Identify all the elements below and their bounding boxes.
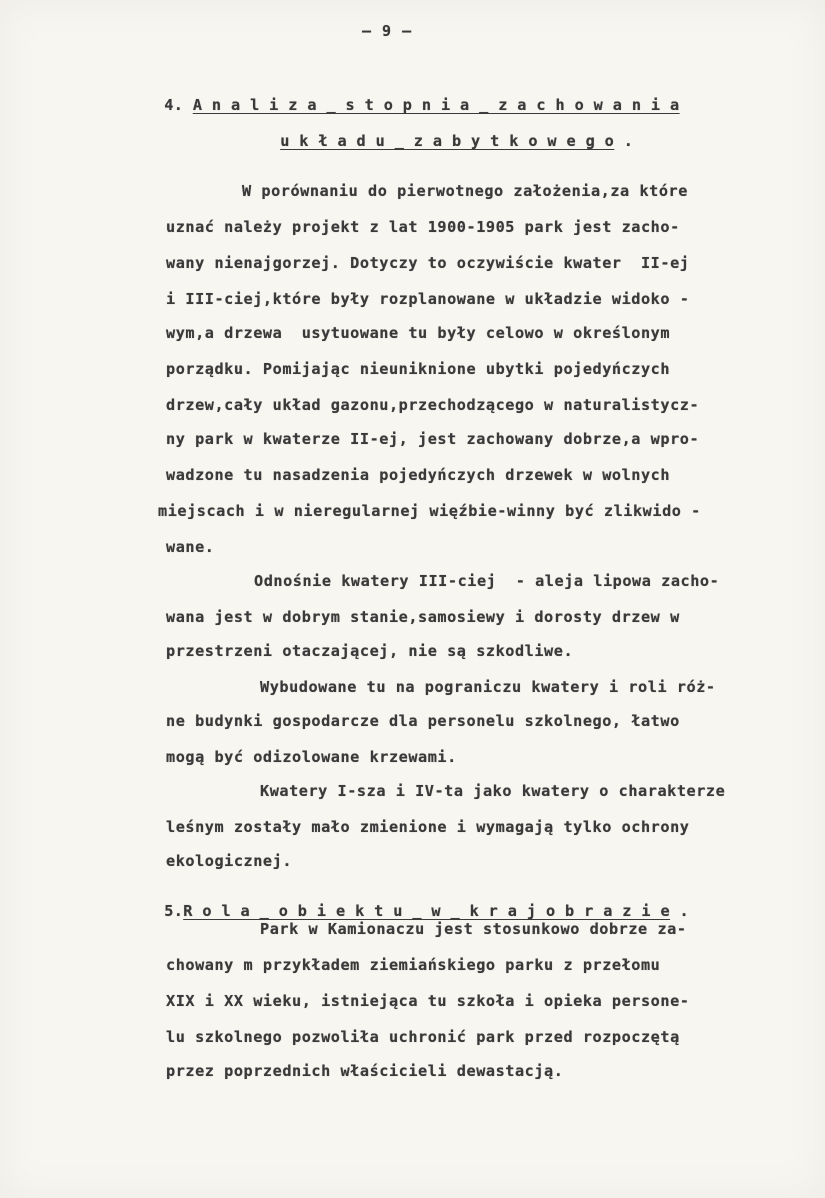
paragraph-line: Kwatery I-sza i IV-ta jako kwatery o charakterze xyxy=(260,782,726,800)
paragraph-line: wana jest w dobrym stanie,samosiewy i dorosty drzew w xyxy=(166,608,680,626)
section-5-title-end: . xyxy=(670,902,690,920)
paragraph-line: wym,a drzewa usytuowane tu były celowo w określonym xyxy=(166,324,671,342)
paragraph-line: ny park w kwaterze II-ej, jest zachowany dobrze,a wpro- xyxy=(166,430,700,448)
paragraph-line: Odnośnie kwatery III-ciej - aleja lipowa zacho- xyxy=(254,572,720,590)
paragraph-line: Wybudowane tu na pograniczu kwatery i roli róż- xyxy=(260,678,716,696)
paragraph-line: uznać należy projekt z lat 1900-1905 park jest zacho- xyxy=(166,218,680,236)
section-4-number: 4. xyxy=(164,96,184,114)
paragraph-line: chowany m przykładem ziemiańskiego parku z przełomu xyxy=(166,956,661,974)
section-4-title-line2: u k ł a d u _ z a b y t k o w e g o xyxy=(280,132,615,150)
paragraph-line: miejscach i w nieregularnej więźbie-winny być zlikwido - xyxy=(158,502,701,520)
paragraph-line: W porównaniu do pierwotnego założenia,za które xyxy=(242,182,688,200)
page-number: — 9 — xyxy=(362,22,413,40)
paragraph-line: porządku. Pomijając nieuniknione ubytki pojedyńczych xyxy=(166,360,671,378)
paragraph-line: przestrzeni otaczającej, nie są szkodliwe. xyxy=(166,642,574,660)
paragraph-line: Park w Kamionaczu jest stosunkowo dobrze za- xyxy=(260,920,687,938)
paragraph-line: wane. xyxy=(166,538,215,556)
section-4-title-line1: A n a l i z a _ s t o p n i a _ z a c h o w a n i a xyxy=(192,96,680,114)
paragraph-line: lu szkolnego pozwoliła uchronić park przed rozpoczętą xyxy=(166,1028,680,1046)
paragraph-line: leśnym zostały mało zmienione i wymagają tylko ochrony xyxy=(166,818,690,836)
paragraph-line: mogą być odizolowane krzewami. xyxy=(166,748,457,766)
paragraph-line: wadzone tu nasadzenia pojedyńczych drzewek w wolnych xyxy=(166,466,671,484)
section-4-heading-line2 xyxy=(242,114,633,168)
section-4-title-end: . xyxy=(614,132,634,150)
section-5-title: R o l a _ o b i e k t u _ w _ k r a j o b r a z i e xyxy=(183,902,671,920)
paragraph-line: i III-ciej,które były rozplanowane w układzie widoko - xyxy=(166,290,690,308)
section-5-number: 5. xyxy=(164,902,184,920)
paragraph-line: wany nienajgorzej. Dotyczy to oczywiście kwater II-ej xyxy=(166,254,690,272)
paragraph-line: przez poprzednich właścicieli dewastacją. xyxy=(166,1062,564,1080)
paragraph-line: ne budynki gospodarcze dla personelu szkolnego, łatwo xyxy=(166,712,680,730)
paragraph-line: drzew,cały układ gazonu,przechodzącego w naturalistycz- xyxy=(166,396,700,414)
paragraph-line: ekologicznej. xyxy=(166,852,293,870)
paragraph-line: XIX i XX wieku, istniejąca tu szkoła i opieka persone- xyxy=(166,992,690,1010)
